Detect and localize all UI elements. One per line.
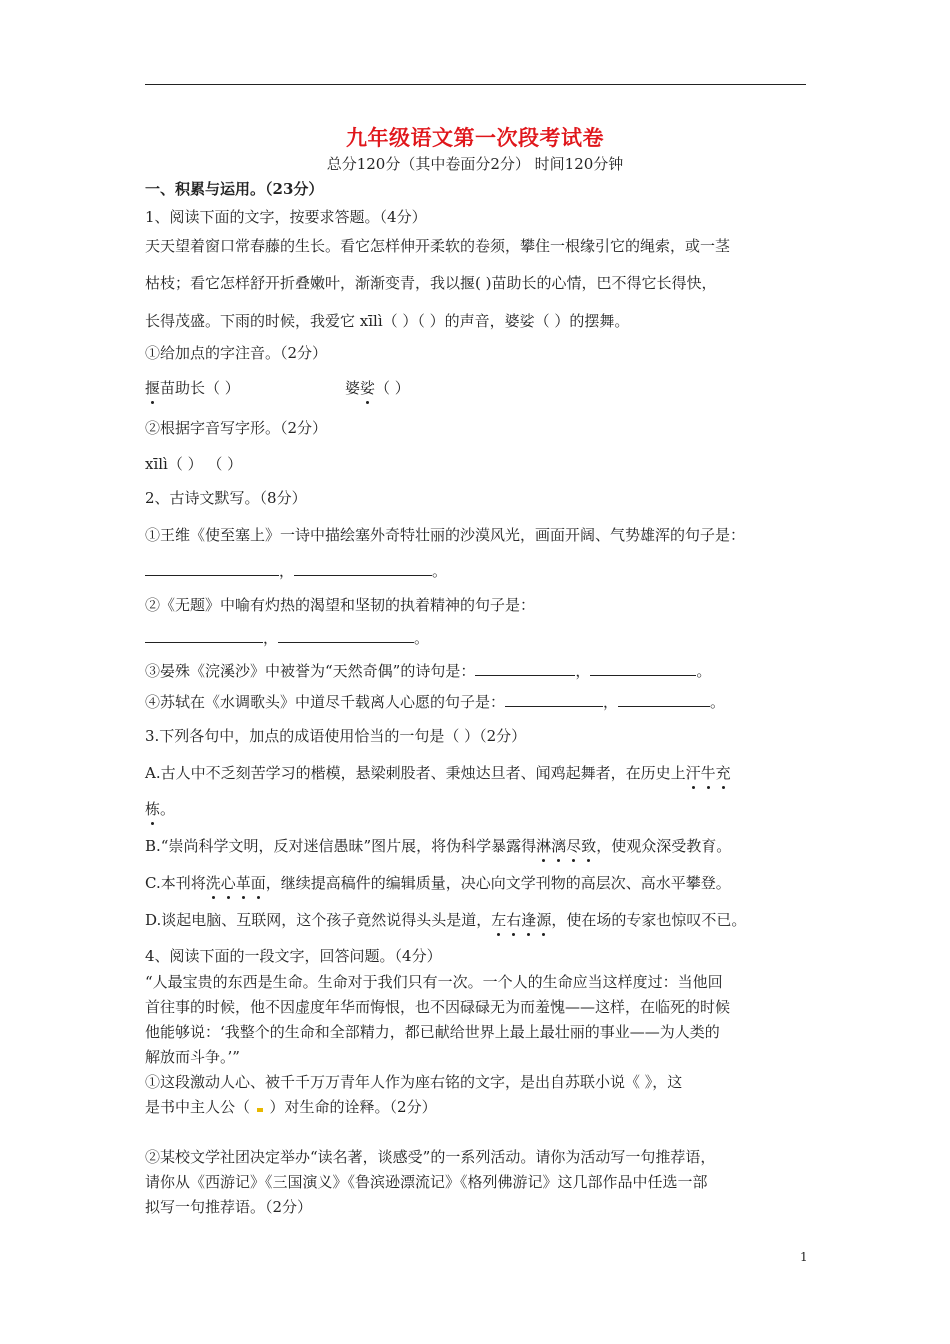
dotted-char: 充 bbox=[715, 764, 731, 782]
q2-item-b: ②《无题》中喻有灼热的渴望和坚韧的执着精神的句子是： bbox=[145, 596, 536, 614]
q2-item-d-text: ④苏轼在《水调歌头》中道尽千载离人心愿的句子是： bbox=[145, 693, 506, 711]
comma: ， bbox=[575, 662, 591, 680]
dotted-char: 娑 bbox=[360, 379, 376, 397]
comma: ， bbox=[279, 562, 295, 580]
q4-passage-line-1: “人最宝贵的东西是生命。生命对于我们只有一次。一个人的生命应当这样度过：当他回 bbox=[145, 973, 723, 991]
dotted-char: 右 bbox=[506, 911, 522, 929]
q1-passage-line-1: 天天望着窗口常春藤的生长。看它怎样伸开柔软的卷须，攀住一根缘引它的绳索，或一茎 bbox=[145, 237, 731, 255]
q4-sub1-line-2-tail: ）对生命的诠释。（2分） bbox=[264, 1098, 437, 1116]
q4-sub2-line-3: 拟写一句推荐语。（2分） bbox=[145, 1198, 313, 1216]
q3-option-c-text: C.本刊将 bbox=[145, 874, 206, 892]
period: 。 bbox=[710, 693, 726, 711]
q3-option-a-cont bbox=[145, 799, 175, 819]
period: 。 bbox=[432, 562, 448, 580]
q4-sub1-line-1: ①这段激动人心、被千千万万青年人作为座右铭的文字，是出自苏联小说《 》，这 bbox=[145, 1073, 683, 1091]
dotted-char: 心 bbox=[220, 874, 236, 892]
q4-passage-line-2: 首往事的时候，他不因虚度年华而悔恨，也不因碌碌无为而羞愧——这样，在临死的时候 bbox=[145, 998, 731, 1016]
dotted-char: 面 bbox=[250, 874, 266, 892]
q2-item-a-blanks bbox=[145, 561, 447, 581]
answer-blank[interactable] bbox=[618, 692, 710, 707]
dotted-char: 漓 bbox=[551, 837, 567, 855]
dotted-char: 揠 bbox=[145, 379, 161, 397]
period: 。 bbox=[414, 629, 430, 647]
dotted-char: 汗 bbox=[685, 764, 701, 782]
q3-option-a-text: A.古人中不乏刻苦学习的楷模，悬梁刺股者、秉烛达旦者、闻鸡起舞者，在历史上 bbox=[145, 764, 686, 782]
answer-blank[interactable] bbox=[145, 628, 263, 643]
q3-option-c-tail: ，继续提高稿件的编辑质量，决心向文学刊物的高层次、高水平攀登。 bbox=[265, 874, 731, 892]
q3-option-c bbox=[145, 873, 731, 893]
q2-item-a: ①王维《使至塞上》一诗中描绘塞外奇特壮丽的沙漠风光，画面开阔、气势雄浑的句子是： bbox=[145, 526, 746, 544]
dotted-char: 栋 bbox=[145, 800, 161, 818]
dotted-char: 淋 bbox=[536, 837, 552, 855]
page-number: 1 bbox=[800, 1250, 808, 1264]
q1-passage-line-3: 长得茂盛。下雨的时候，我爱它 xīlì（ ）（ ）的声音，婆娑（ ）的摆舞。 bbox=[145, 312, 630, 330]
dotted-char: 致 bbox=[581, 837, 597, 855]
q2-item-c bbox=[145, 661, 711, 681]
score-time-subtitle: 总分120分（其中卷面分2分） 时间120分钟 bbox=[326, 155, 624, 173]
q4-sub1-line-2-text: 是书中主人公（ bbox=[145, 1098, 255, 1116]
highlight-marker bbox=[257, 1108, 263, 1112]
q2-item-d bbox=[145, 692, 725, 712]
q2-heading: 2、古诗文默写。（8分） bbox=[145, 489, 307, 507]
dotted-char: 源 bbox=[536, 911, 552, 929]
q4-passage-line-4: 解放而斗争。’” bbox=[145, 1048, 240, 1066]
q1-sub1-answer-b-char: 婆 bbox=[345, 379, 361, 397]
q2-item-b-blanks bbox=[145, 628, 429, 648]
dotted-char: 尽 bbox=[566, 837, 582, 855]
dotted-char: 左 bbox=[491, 911, 507, 929]
dotted-char: 洗 bbox=[205, 874, 221, 892]
period: 。 bbox=[696, 662, 712, 680]
answer-blank[interactable] bbox=[475, 661, 575, 676]
q2-item-c-text: ③晏殊《浣溪沙》中被誉为“天然奇偶”的诗句是： bbox=[145, 662, 476, 680]
q1-sub1-answer-b-text: （ ） bbox=[375, 379, 410, 397]
comma: ， bbox=[263, 629, 279, 647]
header-rule bbox=[145, 84, 806, 85]
dotted-char: 逢 bbox=[521, 911, 537, 929]
q3-option-b-text: B.“崇尚科学文明，反对迷信愚昧”图片展，将伪科学暴露得 bbox=[145, 837, 537, 855]
q4-sub1-line-2 bbox=[145, 1097, 437, 1117]
page-title: 九年级语文第一次段考试卷 bbox=[346, 125, 604, 150]
q3-option-b-tail: ，使观众深受教育。 bbox=[596, 837, 732, 855]
q4-heading: 4、阅读下面的一段文字，回答问题。（4分） bbox=[145, 947, 442, 965]
q4-sub2-line-1: ②某校文学社团决定举办“读名著，谈感受”的一系列活动。请你为活动写一句推荐语， bbox=[145, 1148, 716, 1166]
q3-option-d-text: D.谈起电脑、互联网，这个孩子竟然说得头头是道， bbox=[145, 911, 492, 929]
dotted-char: 牛 bbox=[700, 764, 716, 782]
q4-passage-line-3: 他能够说：‘我整个的生命和全部精力，都已献给世界上最上最壮丽的事业——为人类的 bbox=[145, 1023, 720, 1041]
dotted-char: 革 bbox=[235, 874, 251, 892]
answer-blank[interactable] bbox=[145, 561, 279, 576]
answer-blank[interactable] bbox=[294, 561, 432, 576]
q3-option-d-tail: ，使在场的专家也惊叹不已。 bbox=[551, 911, 747, 929]
answer-blank[interactable] bbox=[278, 628, 414, 643]
q3-option-d bbox=[145, 910, 746, 930]
q1-heading: 1、阅读下面的文字，按要求答题。（4分） bbox=[145, 208, 427, 226]
answer-blank[interactable] bbox=[505, 692, 603, 707]
q3-heading: 3.下列各句中，加点的成语使用恰当的一句是（ ）（2分） bbox=[145, 727, 527, 745]
answer-blank[interactable] bbox=[590, 661, 696, 676]
q3-option-b bbox=[145, 836, 731, 856]
section-heading: 一、积累与运用。（23分） bbox=[145, 180, 324, 198]
q1-sub2-answer: xīlì（ ） （ ） bbox=[145, 455, 243, 473]
comma: ， bbox=[603, 693, 619, 711]
q1-sub1: ①给加点的字注音。（2分） bbox=[145, 344, 328, 362]
period: 。 bbox=[160, 800, 176, 818]
q1-sub1-answer-b bbox=[345, 378, 410, 398]
q1-sub1-answer-a bbox=[145, 378, 240, 398]
q4-sub2-line-2: 请你从《西游记》《三国演义》《鲁滨逊漂流记》《格列佛游记》这几部作品中任选一部 bbox=[145, 1173, 708, 1191]
q3-option-a bbox=[145, 763, 731, 783]
q1-sub1-answer-a-text: 苗助长（ ） bbox=[160, 379, 240, 397]
q1-passage-line-2: 枯枝；看它怎样舒开折叠嫩叶，渐渐变青，我以揠( )苗助长的心情，巴不得它长得快， bbox=[145, 274, 717, 292]
q1-sub2: ②根据字音写字形。（2分） bbox=[145, 419, 328, 437]
